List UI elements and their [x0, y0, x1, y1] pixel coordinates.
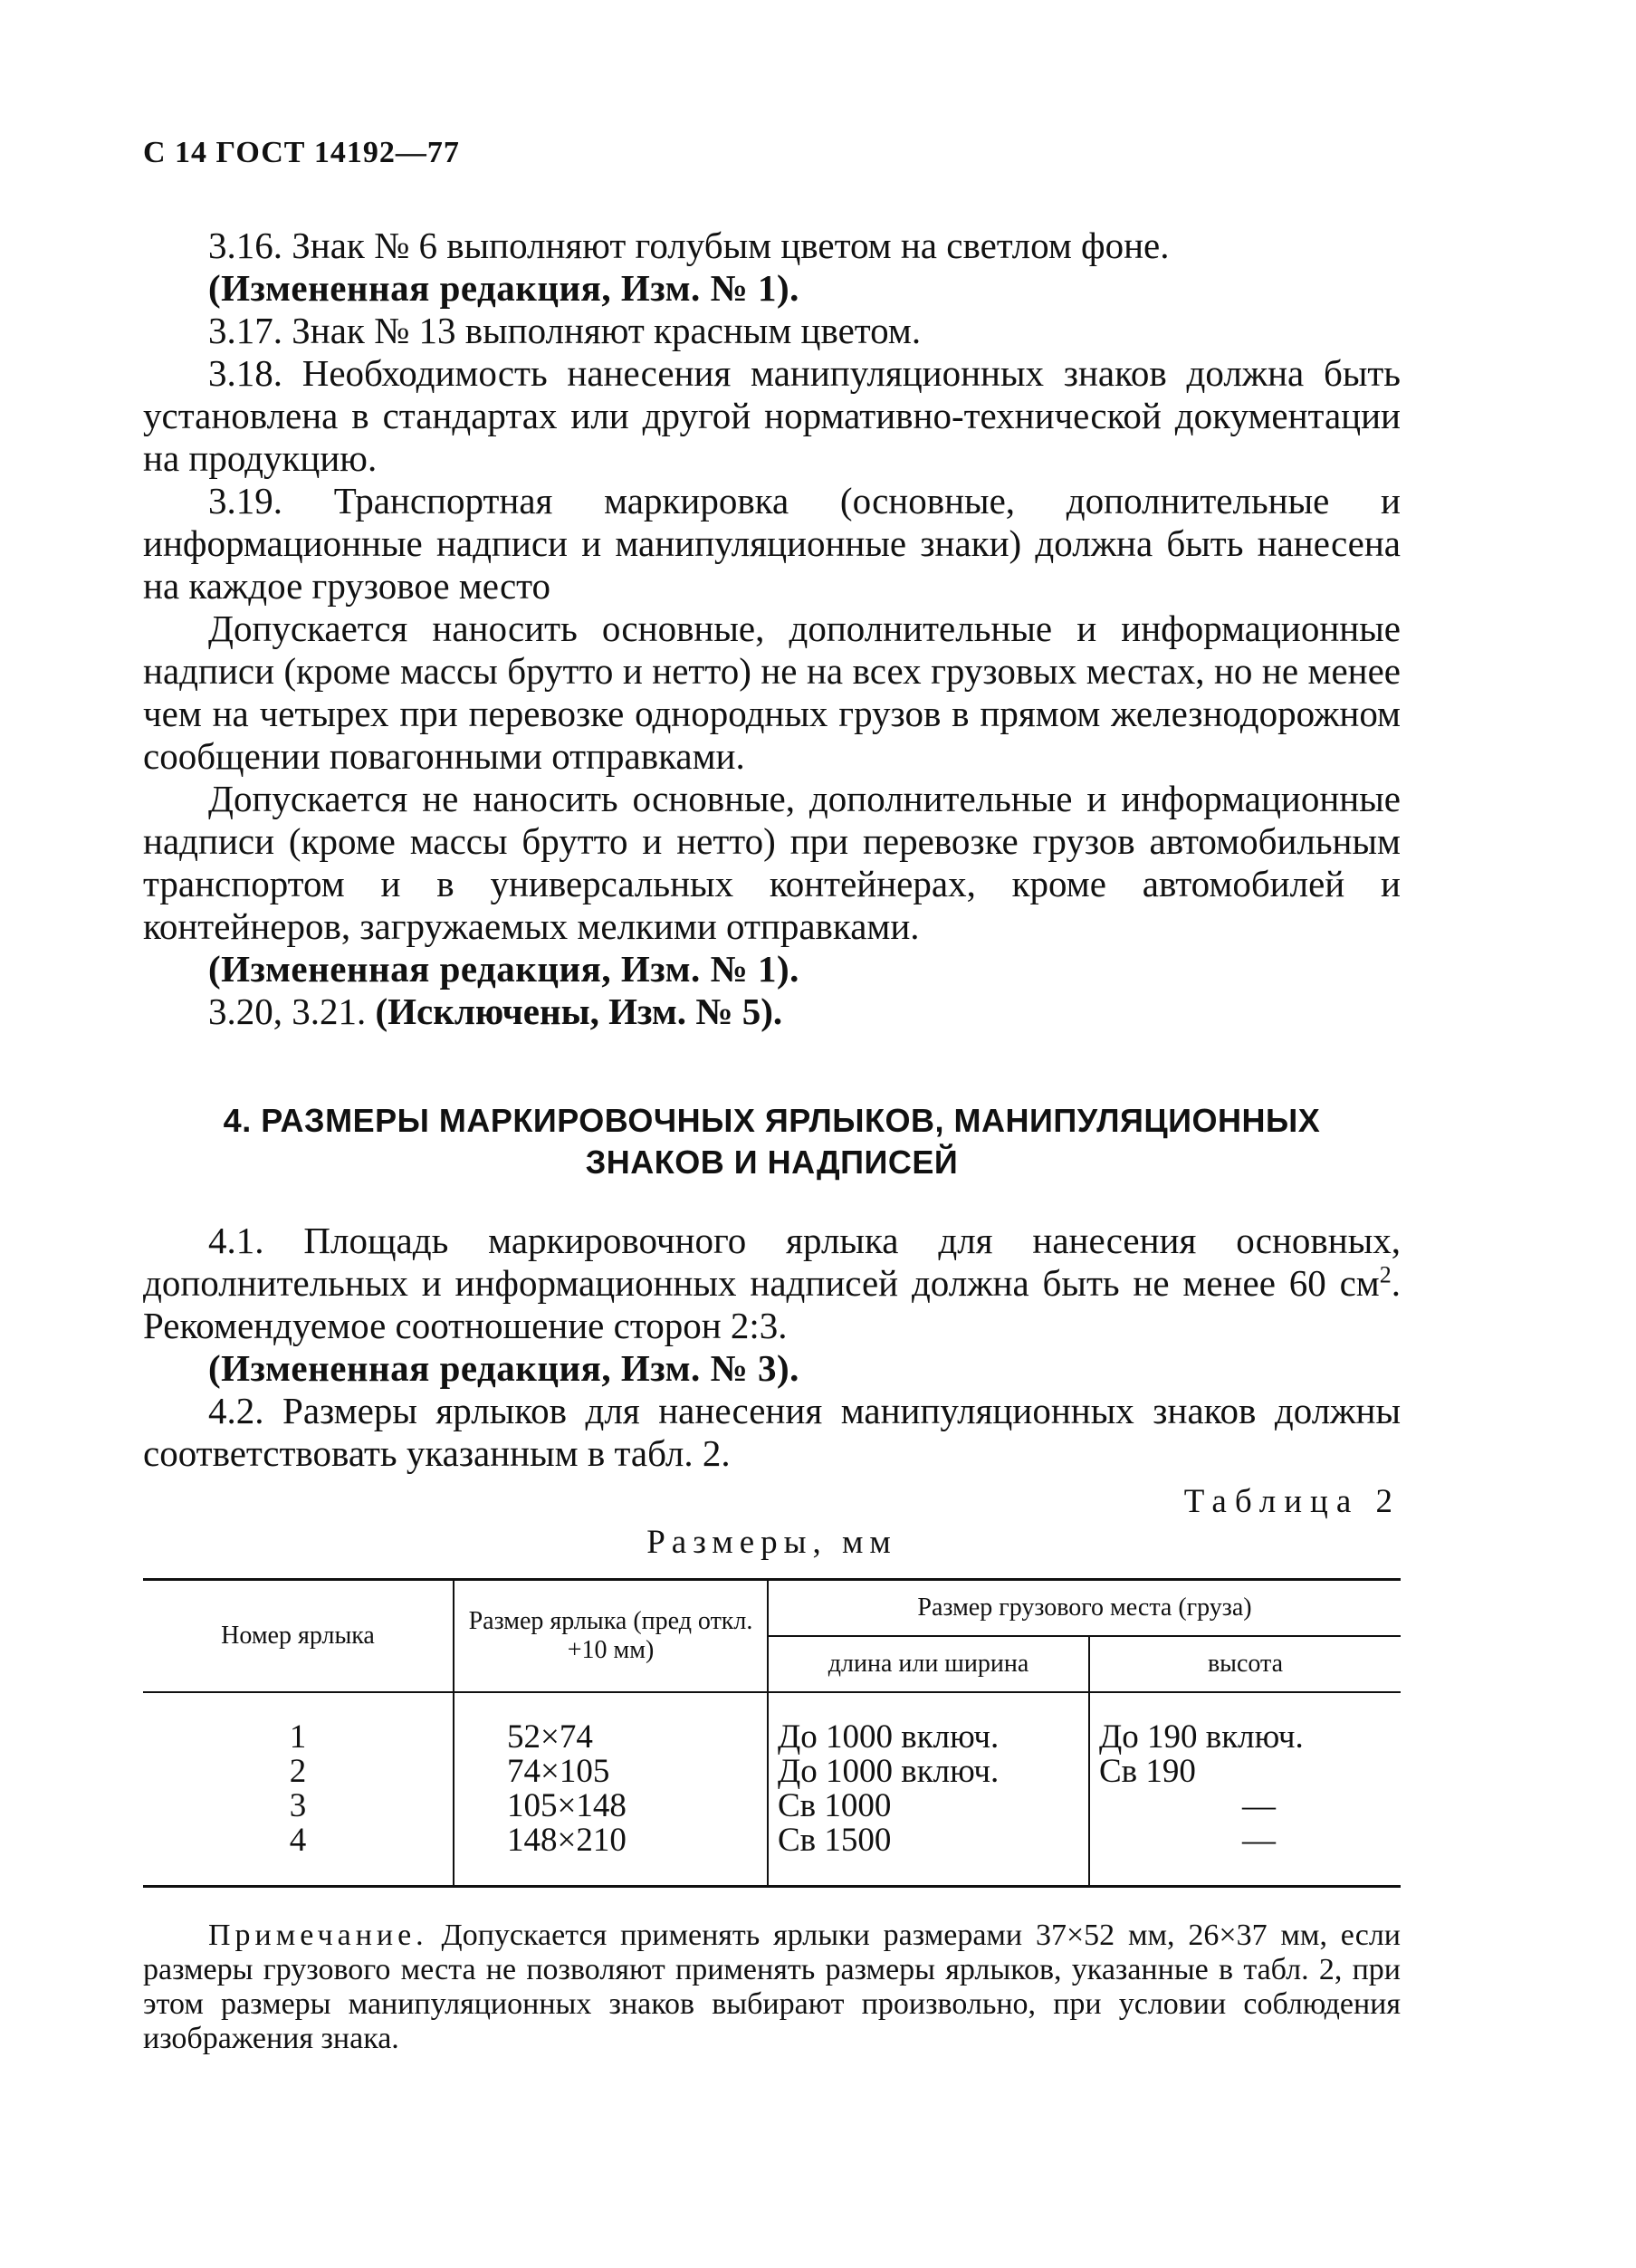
header-length-width: длина или ширина: [768, 1636, 1089, 1692]
paragraph-3-20-excluded: (Исключены, Изм. № 5).: [375, 990, 783, 1032]
cell-height: —: [1089, 1789, 1401, 1823]
paragraph-3-18: 3.18. Необходимость нанесения манипуляционных знаков должна быть установлена в стандартах или другой нормативно-технической документации на продукцию.: [143, 352, 1401, 479]
amendment-note-3-19: (Измененная редакция, Изм. № 1).: [208, 948, 799, 990]
superscript: 2: [1379, 1261, 1392, 1288]
section-4-title-line-2: ЗНАКОВ И НАДПИСЕЙ: [585, 1144, 959, 1181]
cell-label-size: 52×74: [454, 1692, 768, 1755]
paragraph-3-19: 3.19. Транспортная маркировка (основные, дополнительные и информационные надписи и манипуляционные знаки) должна быть нанесена на каждое грузовое место: [143, 480, 1401, 607]
amendment-note-4-1: (Измененная редакция, Изм. № 3).: [208, 1347, 799, 1389]
amendment-note-3-16: (Измененная редакция, Изм. № 1).: [208, 267, 799, 309]
header-label-size: Размер ярлыка (пред откл. +10 мм): [454, 1580, 768, 1693]
table-note: [143, 1919, 1401, 2056]
cell-label-size: 74×105: [454, 1755, 768, 1789]
cell-label-size: 148×210: [454, 1823, 768, 1887]
cell-height: —: [1089, 1823, 1401, 1887]
header-cargo-size: Размер грузового места (груза): [768, 1580, 1401, 1637]
paragraph-4-1-text: 4.1. Площадь маркировочного ярлыка для нанесения основных, дополнительных и информационных надписей должна быть не менее 60 см: [143, 1220, 1401, 1304]
paragraph-3-19-a: Допускается наносить основные, дополнительные и информационные надписи (кроме массы брутто и нетто) не на всех грузовых местах, но не менее чем на четырех при перевозке однородных грузов в прямом железнодорожном сообщении повагонными отправками.: [143, 608, 1401, 777]
table-caption: Размеры, мм: [646, 1524, 897, 1561]
note-lead: Примечание.: [208, 1919, 428, 1952]
paragraph-4-1-text-end: . Рекомендуемое соотношение сторон 2:3.: [143, 1262, 1401, 1346]
label-sizes-table: [143, 1578, 1401, 1888]
table-label: Таблица 2: [1183, 1483, 1401, 1520]
cell-height: До 190 включ.: [1089, 1692, 1401, 1755]
paragraph-3-20: [143, 990, 1401, 1033]
cell-label-size: 105×148: [454, 1789, 768, 1823]
note-text: Допускается применять ярлыки размерами 37×52 мм, 26×37 мм, если размеры грузового места не позволяют применять размеры ярлыков, указанные в табл. 2, при этом размеры манипуляционных знаков выбирают произвольно, при условии соблюдения изображения знака.: [143, 1919, 1401, 2055]
cell-number: 3: [289, 1787, 307, 1824]
cell-height: Св 190: [1089, 1755, 1401, 1789]
header-label-number: Номер ярлыка: [143, 1580, 454, 1693]
cell-length: До 1000 включ.: [768, 1755, 1089, 1789]
cell-number: 1: [289, 1718, 307, 1756]
cell-number: 4: [289, 1822, 307, 1859]
paragraph-4-2: 4.2. Размеры ярлыков для нанесения манипуляционных знаков должны соответствовать указанным в табл. 2.: [143, 1390, 1401, 1474]
cell-length: Св 1500: [768, 1823, 1089, 1887]
paragraph-3-16: 3.16. Знак № 6 выполняют голубым цветом на светлом фоне.: [208, 225, 1170, 266]
cell-number: 2: [289, 1753, 307, 1790]
running-head: С 14 ГОСТ 14192—77: [143, 136, 460, 169]
paragraph-3-20-prefix: 3.20, 3.21.: [208, 990, 367, 1032]
paragraph-4-1: [143, 1220, 1401, 1347]
table-row: [143, 1823, 1401, 1887]
table-row: [143, 1692, 1401, 1755]
header-height: высота: [1089, 1636, 1401, 1692]
section-4-title: [143, 1100, 1401, 1183]
table-row: [143, 1755, 1401, 1789]
paragraph-3-17: 3.17. Знак № 13 выполняют красным цветом.: [208, 310, 922, 351]
cell-length: Св 1000: [768, 1789, 1089, 1823]
paragraph-3-19-b: Допускается не наносить основные, дополнительные и информационные надписи (кроме массы брутто и нетто) при перевозке грузов автомобильным транспортом и в универсальных контейнерах, кроме автомобилей и контейнеров, загружаемых мелкими отправками.: [143, 778, 1401, 947]
table-row: [143, 1789, 1401, 1823]
cell-length: До 1000 включ.: [768, 1692, 1089, 1755]
section-4-title-line-1: 4. РАЗМЕРЫ МАРКИРОВОЧНЫХ ЯРЛЫКОВ, МАНИПУЛЯЦИОННЫХ: [223, 1102, 1321, 1139]
